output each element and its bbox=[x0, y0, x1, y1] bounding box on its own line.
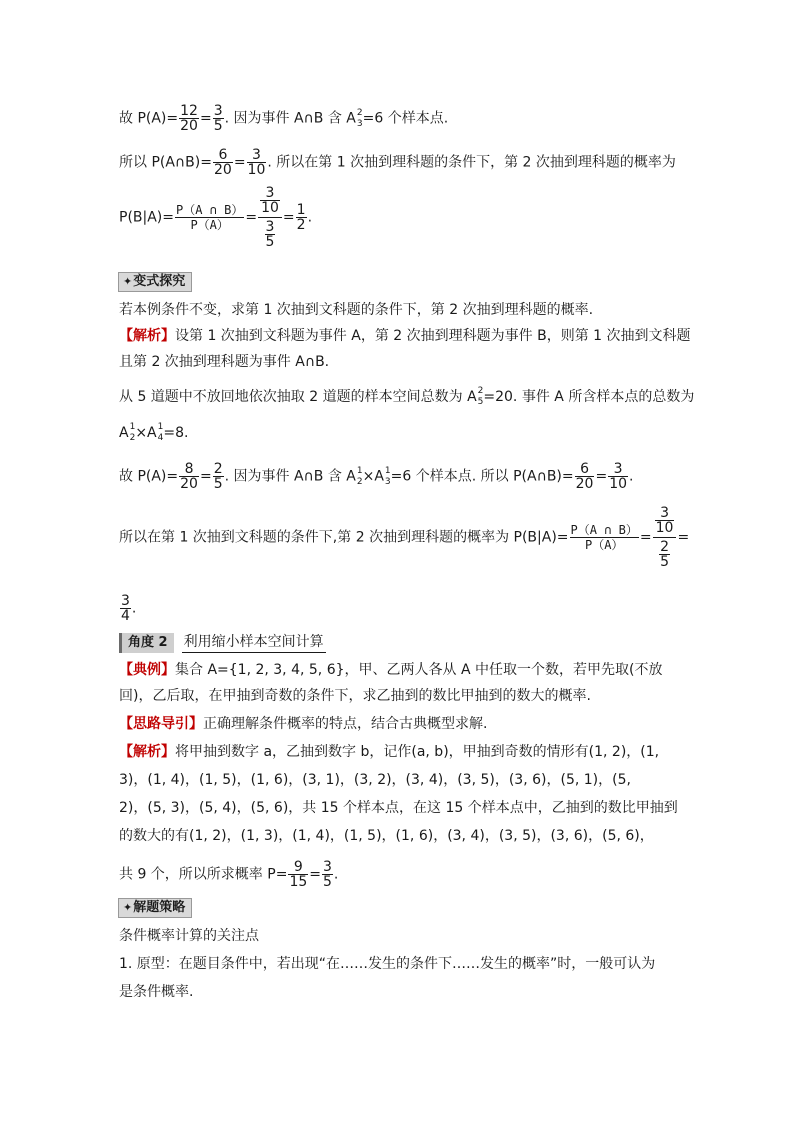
text: P(B|A)= bbox=[119, 209, 174, 226]
equals: = bbox=[199, 110, 212, 127]
example-solution-line: 3)，(1, 4)，(1, 5)，(1, 6)，(3, 1)，(3, 2)，(3, 4)，(3, 5)，(3, 6)，(5, 1)，(5, bbox=[119, 772, 631, 788]
fraction bbox=[247, 148, 267, 177]
numerator: 6 bbox=[213, 148, 233, 163]
equals: = bbox=[595, 468, 608, 485]
fraction bbox=[175, 203, 244, 232]
text: 故 P(A)= bbox=[119, 110, 179, 127]
denominator: 5 bbox=[660, 554, 669, 570]
numerator: P（A ∩ B） bbox=[570, 523, 638, 537]
line-p-a bbox=[119, 104, 448, 133]
equals: = bbox=[233, 154, 246, 171]
angle-label: 角度 2 bbox=[119, 633, 174, 653]
numerator: 3 bbox=[213, 103, 223, 119]
denominator: 20 bbox=[213, 162, 232, 178]
text: . bbox=[629, 468, 634, 485]
superscript: 1 bbox=[157, 422, 164, 432]
fraction bbox=[213, 104, 224, 133]
example-solution-line bbox=[119, 860, 338, 889]
angle-title: 利用缩小样本空间计算 bbox=[182, 632, 326, 653]
text: =20. 事件 A 所含样本点的总数为 bbox=[483, 389, 695, 405]
example-hint-line bbox=[119, 714, 487, 734]
variant-question: 若本例条件不变，求第 1 次抽到文科题的条件下，第 2 次抽到理科题的概率. bbox=[119, 302, 594, 318]
line-p-ab bbox=[119, 148, 676, 177]
variant-badge bbox=[118, 272, 192, 292]
denominator: P（A） bbox=[584, 538, 624, 552]
variant-analysis-line bbox=[119, 386, 694, 408]
subscript: 3 bbox=[384, 476, 391, 487]
denominator: 20 bbox=[180, 476, 198, 492]
text: . 因为事件 A∩B 含 A bbox=[224, 468, 356, 485]
denominator: 20 bbox=[180, 118, 198, 134]
numerator: 3 bbox=[260, 186, 280, 201]
example-line: 回)，乙后取，在甲抽到奇数的条件下，求乙抽到的数比甲抽到的数大的概率. bbox=[119, 688, 591, 704]
subscript: 5 bbox=[477, 397, 484, 407]
strategy-paragraph: 是条件概率. bbox=[119, 984, 194, 1000]
equals: = bbox=[245, 209, 258, 226]
text: A bbox=[119, 425, 129, 441]
numerator: 3 bbox=[247, 148, 267, 163]
numerator: 2 bbox=[213, 461, 223, 477]
denominator: 20 bbox=[575, 476, 594, 492]
denominator: 10 bbox=[261, 200, 279, 216]
denominator: 5 bbox=[213, 476, 223, 492]
fraction bbox=[120, 594, 131, 623]
text: 设第 1 次抽到文科题为事件 A，第 2 次抽到理科题为事件 B，则第 1 次抽到文科题 bbox=[175, 328, 691, 344]
variant-analysis-line: 且第 2 次抽到理科题为事件 A∩B. bbox=[119, 354, 330, 370]
numerator: 3 bbox=[265, 219, 275, 235]
numerator: 2 bbox=[660, 539, 669, 555]
text: 故 P(A)= bbox=[119, 468, 179, 485]
example-solution-line: 的数大的有(1, 2)，(1, 3)，(1, 4)，(1, 5)，(1, 6)，(3, 4)，(3, 5)，(3, 6)，(5, 6)， bbox=[119, 828, 654, 844]
silu-tag: 【思路导引】 bbox=[119, 716, 203, 732]
variant-analysis-line bbox=[119, 506, 689, 569]
equals: = bbox=[677, 529, 690, 546]
variant-analysis-line bbox=[119, 326, 691, 346]
numerator: 12 bbox=[180, 103, 198, 119]
angle-heading bbox=[119, 632, 326, 652]
superscript: 1 bbox=[356, 465, 363, 476]
denominator: 5 bbox=[213, 118, 223, 134]
compound-fraction bbox=[258, 186, 282, 249]
jiexi-tag: 【解析】 bbox=[119, 328, 175, 344]
fraction bbox=[213, 462, 224, 491]
superscript: 1 bbox=[384, 465, 391, 476]
text: . bbox=[333, 866, 339, 883]
denominator: 15 bbox=[289, 874, 308, 890]
subscript: 4 bbox=[157, 433, 164, 443]
equals: = bbox=[199, 468, 212, 485]
strategy-paragraph: 1. 原型：在题目条件中，若出现“在……发生的条件下……发生的概率”时，一般可认为 bbox=[119, 956, 656, 972]
text: =6 个样本点. bbox=[362, 110, 449, 127]
badge-label: 变式探究 bbox=[133, 274, 186, 289]
superscript: 1 bbox=[129, 422, 136, 432]
denominator: 10 bbox=[609, 476, 628, 492]
denominator: 5 bbox=[323, 874, 332, 890]
numerator: 3 bbox=[608, 462, 628, 477]
text: =8. bbox=[163, 425, 189, 441]
numerator: 9 bbox=[288, 860, 308, 875]
fraction bbox=[179, 104, 199, 133]
numerator: 3 bbox=[655, 506, 675, 521]
sparkle-icon: ✦ bbox=[123, 275, 133, 288]
superscript: 2 bbox=[356, 107, 363, 118]
text: ×A bbox=[135, 425, 157, 441]
numerator: 6 bbox=[575, 462, 595, 477]
fraction bbox=[213, 148, 233, 177]
strategy-heading: 条件概率计算的关注点 bbox=[119, 928, 259, 944]
fraction bbox=[575, 462, 595, 491]
text: 正确理解条件概率的特点，结合古典概型求解. bbox=[203, 716, 488, 732]
fraction bbox=[288, 860, 308, 889]
text: 所以 P(A∩B)= bbox=[119, 154, 212, 171]
equals: = bbox=[309, 866, 321, 883]
numerator: P（A ∩ B） bbox=[176, 203, 244, 217]
numerator: 3 bbox=[323, 859, 332, 875]
text: . bbox=[131, 600, 137, 617]
subscript: 2 bbox=[129, 433, 136, 443]
variant-analysis-line bbox=[119, 594, 136, 623]
equals: = bbox=[639, 529, 652, 546]
example-line bbox=[119, 660, 662, 680]
text: 从 5 道题中不放回地依次抽取 2 道题的样本空间总数为 A bbox=[119, 389, 477, 405]
numerator: 1 bbox=[296, 202, 306, 218]
text: . bbox=[307, 209, 313, 226]
text: 所以在第 1 次抽到文科题的条件下,第 2 次抽到理科题的概率为 P(B|A)= bbox=[119, 529, 569, 546]
line-p-b-given-a bbox=[119, 186, 312, 249]
compound-fraction bbox=[653, 506, 677, 569]
fraction bbox=[296, 203, 307, 232]
equals: = bbox=[282, 209, 295, 226]
denominator bbox=[258, 218, 282, 249]
badge-label: 解题策略 bbox=[133, 900, 186, 915]
sparkle-icon: ✦ bbox=[123, 901, 133, 914]
strategy-badge bbox=[118, 898, 192, 918]
numerator bbox=[258, 186, 282, 218]
dianli-tag: 【典例】 bbox=[119, 662, 175, 678]
denominator: 5 bbox=[265, 234, 275, 250]
numerator: 3 bbox=[121, 593, 130, 609]
text: . 因为事件 A∩B 含 A bbox=[224, 110, 356, 127]
text: 集合 A={1, 2, 3, 4, 5, 6}，甲、乙两人各从 A 中任取一个数，若甲先取(不放 bbox=[175, 662, 663, 678]
text: 将甲抽到数字 a，乙抽到数字 b，记作(a, b)，甲抽到奇数的情形有(1, 2)，(1, bbox=[175, 744, 660, 760]
denominator: 2 bbox=[296, 217, 306, 233]
subscript: 2 bbox=[356, 476, 363, 487]
example-solution-line bbox=[119, 742, 659, 762]
text: 共 9 个，所以所求概率 P= bbox=[119, 866, 288, 883]
text: =6 个样本点. 所以 P(A∩B)= bbox=[390, 468, 574, 485]
text: ×A bbox=[362, 468, 384, 485]
denominator: 10 bbox=[247, 162, 266, 178]
example-solution-line: 2)，(5, 3)，(5, 4)，(5, 6)，共 15 个样本点，在这 15 个样本点中，乙抽到的数比甲抽到 bbox=[119, 800, 678, 816]
fraction bbox=[570, 523, 639, 552]
fraction bbox=[179, 462, 199, 491]
denominator: 4 bbox=[121, 608, 130, 624]
superscript: 2 bbox=[477, 386, 484, 396]
variant-analysis-line bbox=[119, 422, 188, 444]
denominator: 10 bbox=[655, 520, 674, 536]
fraction bbox=[322, 860, 333, 889]
jiexi-tag: 【解析】 bbox=[119, 744, 175, 760]
subscript: 3 bbox=[356, 118, 363, 129]
fraction bbox=[608, 462, 628, 491]
numerator bbox=[653, 506, 677, 538]
variant-analysis-line bbox=[119, 462, 633, 491]
numerator: 8 bbox=[179, 462, 199, 477]
denominator bbox=[653, 538, 677, 569]
text: . 所以在第 1 次抽到理科题的条件下，第 2 次抽到理科题的概率为 bbox=[267, 154, 676, 171]
denominator: P（A） bbox=[190, 218, 229, 232]
